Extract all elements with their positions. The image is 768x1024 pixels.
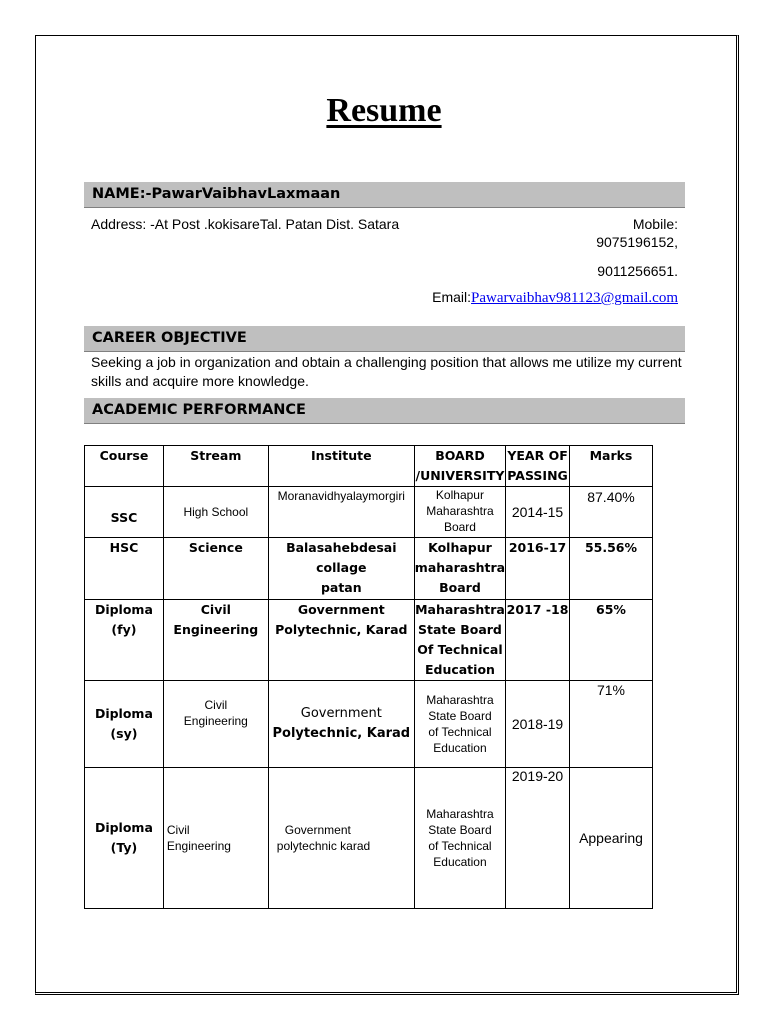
course-cell: HSC [85,538,164,600]
course-cell: Diploma (fy) [85,600,164,681]
marks-cell: Appearing [569,768,652,909]
stream-cell: High School [163,487,268,538]
table-row [85,681,653,768]
year-cell: 2018-19 [506,681,570,768]
marks-cell: 71% [569,681,652,768]
year-cell: 2019-20 [506,768,570,909]
table-row [85,538,653,600]
board-cell: Kolhapur maharashtra Board [414,538,505,600]
table-row [85,600,653,681]
career-objective-bar: CAREER OBJECTIVE [84,326,685,352]
table-row [85,487,653,538]
table-row [85,768,653,909]
institute-cell: Balasahebdesai collage patan [268,538,414,600]
stream-cell: Science [163,538,268,600]
header-year: YEAR OF PASSING [506,446,570,487]
board-cell: Maharashtra State Board of Technical Education [414,681,505,768]
board-cell: Maharashtra State Board of Technical Education [414,768,505,909]
header-institute: Institute [268,446,414,487]
email-line [432,288,678,307]
academic-performance-bar: ACADEMIC PERFORMANCE [84,398,685,424]
year-cell: 2017 -18 [506,600,570,681]
marks-cell: 65% [569,600,652,681]
header-board: BOARD /UNIVERSITY [414,446,505,487]
stream-cell: Civil Engineering [163,600,268,681]
mobile-label: Mobile: [632,216,678,232]
email-label: Email: [432,289,472,305]
stream-cell: Civil Engineering [163,768,268,909]
mobile-number-1: 9075196152, [596,234,678,250]
course-cell: Diploma (Ty) [85,768,164,909]
table-header-row [85,446,653,487]
marks-cell: 55.56% [569,538,652,600]
board-cell: Kolhapur Maharashtra Board [414,487,505,538]
academic-table [84,445,653,909]
institute-cell: Government Polytechnic, Karad [268,600,414,681]
career-objective-line-2: skills and acquire more knowledge. [91,373,309,389]
mobile-number-2: 9011256651. [597,263,678,279]
header-marks: Marks [569,446,652,487]
course-cell: SSC [85,487,164,538]
board-cell: Maharashtra State Board Of Technical Education [414,600,505,681]
name-bar: NAME:-PawarVaibhavLaxmaan [84,182,685,208]
marks-cell: 87.40% [569,487,652,538]
career-objective-line-1: Seeking a job in organization and obtain a challenging position that allows me utilize my current [91,354,682,370]
header-course: Course [85,446,164,487]
institute-cell: Moranavidhyalaymorgiri [268,487,414,538]
header-stream: Stream [163,446,268,487]
email-link[interactable]: Pawarvaibhav981123@gmail.com [471,290,678,306]
year-cell: 2016-17 [506,538,570,600]
course-cell: Diploma (sy) [85,681,164,768]
year-cell: 2014-15 [506,487,570,538]
address-text: Address: -At Post .kokisareTal. Patan Dist. Satara [91,216,400,232]
institute-cell: Government polytechnic karad [268,768,414,909]
page-title: Resume [326,92,442,129]
stream-cell: Civil Engineering [163,681,268,768]
institute-cell: Government Polytechnic, Karad [268,681,414,768]
